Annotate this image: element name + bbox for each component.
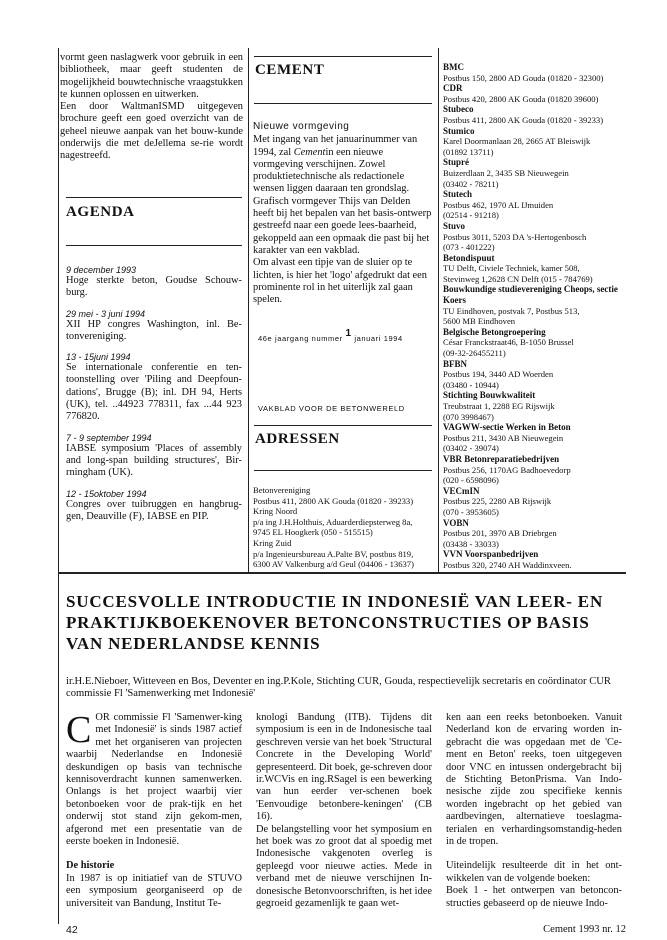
directory-entry: [443, 486, 621, 518]
directory-entry-name: Bouwkundige studievereniging Cheops, sectie Koers: [443, 284, 618, 306]
directory-entry: [443, 327, 621, 359]
column-rule-left: [58, 48, 59, 924]
cement-p1-a: Met ingang van het januarinummer van 1994, zal: [253, 134, 418, 158]
page-number: 42: [66, 924, 78, 936]
article-title: SUCCESVOLLE INTRODUCTIE IN INDONESIË VAN LEER- EN PRAKTIJKBOEKENOVER BETONCONSTRUCTIES OP BASIS VAN NEDERLANDSE KENNIS: [66, 592, 604, 653]
directory-entry-line: (02514 - 91218): [443, 210, 499, 221]
directory-entry-line: Stevinweg 1,2628 CN Delft (015 - 784769): [443, 273, 593, 284]
directory-entry-line: (09-32-26455211): [443, 348, 506, 359]
agenda-bottom-rule: [66, 245, 242, 246]
agenda-text: Congres over tuibruggen en hangbrug-gen, Deauville (F), IABSE en PIP.: [66, 498, 242, 522]
directory-entry-line: Postbus 194, 3440 AD Woerden: [443, 369, 554, 380]
article-separator: [58, 572, 626, 574]
directory-entry-name: Betondispuut: [443, 252, 495, 263]
directory-entry-line: (03438 - 33033): [443, 538, 499, 549]
directory-entry: [443, 284, 621, 326]
directory-entry-line: Postbus 320, 2740 AH Waddinxveen.: [443, 559, 572, 570]
article-col2-p2: De belangstelling voor het symposium en het boek was zo groot dat al spoedig met Indonesische vakgenoten overleg is gepleegd voor nieuwe acties. Mede in verband met de nieuwe verschijnen In-donesische Betonvoorschriften, is het idee gegroeid gezamenlijk te gaan wet-: [256, 823, 432, 910]
directory-entry: [443, 359, 621, 391]
article-col3-p1: ken aan een reeks betonboeken. Vanuit Nederland kon de ervaring worden in-gebracht die was opgedaan met de 'Ce-ment en Beton' reeks, toen uitgegeven door VNC en intussen ondergebracht bij de Stichting BetonPrisma. Van Indo-nesische zijde zou specifieke kennis worden ingebracht op het gebied van aardbevingen, alternatieve toeslagma-terialen en verhardingsomstandig-heden in de tropen.: [446, 712, 622, 848]
agenda-list: [66, 256, 242, 523]
directory-entry-name: Stuvo: [443, 220, 466, 231]
address-line: p/a ing J.H.Holthuis, Aduarderdiepsterweg 8a,: [253, 516, 413, 527]
drop-cap: C: [66, 709, 92, 751]
cement-heading: CEMENT: [255, 62, 325, 78]
directory-entry-line: (070 3998467): [443, 411, 494, 422]
directory-entry-line: (073 - 401222): [443, 242, 495, 253]
cement-subheading: Nieuwe vormgeving: [253, 121, 350, 132]
directory-entry-name: Stutech: [443, 189, 472, 200]
directory-entry: [443, 62, 621, 83]
cement-paragraph-2: Om alvast een tipje van de sluier op te lichten, is hier het 'logo' afgedrukt dat een prominente rol in het uiterlijk zal gaan spelen.: [253, 257, 427, 306]
column-rule-1: [248, 48, 249, 572]
agenda-top-rule: [66, 197, 242, 198]
article-col3-p3: Boek 1 - het ontwerpen van betoncon-structies gebaseerd op de nieuwe Indo-: [446, 885, 622, 909]
directory-entry-line: TU Eindhoven, postvak 7, Postbus 513,: [443, 305, 580, 316]
directory-entry-name: Stupré: [443, 157, 470, 168]
adressen-heading: ADRESSEN: [255, 431, 340, 447]
directory-entry-line: (01892 13711): [443, 146, 494, 157]
directory-entry-line: Postbus 462, 1970 AL IJmuiden: [443, 199, 554, 210]
agenda-date: 12 - 15oktober 1994: [66, 488, 147, 499]
article-col1-p2: In 1987 is op initiatief van de STUVO een symposium georganiseerd op de universiteit van Bandung, Institut Te-: [66, 872, 242, 909]
agenda-date: 13 - 15juni 1994: [66, 352, 131, 363]
adressen-bottom-rule: [254, 470, 432, 471]
directory-entry: [443, 549, 621, 570]
directory-entry-name: VECmIN: [443, 485, 480, 496]
address-line: Postbus 411, 2800 AK Gouda (01820 - 39233): [253, 495, 414, 506]
intro-paragraph-1: vormt geen naslagwerk voor gebruik in een bibliotheek, maar geeft studenten de mogelijkheid bouwtechnische vraagstukken te kunnen oplossen en uitwerken.: [60, 52, 243, 100]
directory-entry-name: VBR Betonreparatiebedrijven: [443, 453, 560, 464]
directory-entry-name: VOBN: [443, 517, 469, 528]
address-line: 9745 EL Hoogkerk (050 - 515515): [253, 527, 373, 538]
logo-issue-number: 1: [345, 328, 352, 339]
article-subhead: De historie: [66, 860, 115, 872]
directory-entry-line: (070 - 3953605): [443, 506, 499, 517]
address-line: Kring Noord: [253, 506, 298, 517]
agenda-item: [66, 309, 242, 344]
directory-entry-name: BMC: [443, 62, 464, 72]
intro-paragraph-2: Een door WaltmanISMD uitgegeven brochure geeft een goed overzicht van de geheel nieuwe aanpak van het bouw-kunde onderwijs die met deJellema se-rie wordt nagestreefd.: [60, 101, 243, 162]
article-col3-p2: Uiteindelijk resulteerde dit in het ont-wikkelen van de volgende boeken:: [446, 860, 622, 884]
agenda-date: 29 mei - 3 juni 1994: [66, 308, 146, 319]
agenda-text: Se internationale conferentie en ten-toonstelling over 'Piling and Deepfoun-dations', Brugge (B); inl. DH 94, Herts (UK), tel. ..44923 778311, fax ...44 923 776820.: [66, 362, 242, 423]
adressen-top-rule: [254, 425, 432, 426]
directory-entry: [443, 83, 621, 104]
column-rule-2: [438, 48, 439, 572]
directory-entry-name: Stumico: [443, 125, 475, 136]
directory-entry-line: Postbus 211, 3430 AB Nieuwegein: [443, 432, 564, 443]
directory-entry-name: Stubeco: [443, 104, 474, 115]
directory-entry: [443, 157, 621, 189]
directory-entry: [443, 253, 621, 285]
directory-entry-line: Postbus 150, 2800 AD Gouda (01820 - 32300): [443, 72, 604, 83]
directory-entry-name: VAGWW-sectie Werken in Beton: [443, 422, 571, 433]
agenda-text: XII HP congres Washington, inl. Be-tonvereniging.: [66, 318, 242, 342]
directory-entry: [443, 126, 621, 158]
directory-entry-line: (020 - 6598096): [443, 475, 499, 486]
agenda-item: [66, 489, 242, 524]
directory-entry-line: Postbus 411, 2800 AK Gouda (01820 - 39233): [443, 114, 604, 125]
address-line: Kring Zuid: [253, 537, 292, 548]
directory-entry-line: Postbus 225, 2280 AB Rijswijk: [443, 496, 552, 507]
directory-entry: [443, 422, 621, 454]
article-authors: ir.H.E.Nieboer, Witteveen en Bos, Deventer en ing.P.Kole, Stichting CUR, Gouda, respectievelijk secretaris en coördinator CUR commissie Fl 'Samenwerking met Indonesië': [66, 676, 611, 700]
cement-p1-b: in een nieuwe vormgeving verschijnen. Zowel produktietechnische als redactionele wensen liggen daaraan ten grondslag. Grafisch vormgever Thijs van Delden heeft bij het bepalen van het basis-ontwerp gestreefd naar een goede lees-baarheid, gekoppeld aan een opmaak die past bij het karakter van een vakblad.: [253, 146, 432, 256]
adressen-list: [253, 485, 433, 570]
article-column-2: [256, 712, 432, 911]
directory-entry-line: (03402 - 78211): [443, 178, 499, 189]
directory-entry-line: César Franckstraat46, B-1050 Brussel: [443, 337, 574, 348]
directory-entry-line: Postbus 201, 3970 AB Driebrgen: [443, 528, 557, 539]
directory-list: [443, 62, 621, 571]
directory-entry: [443, 454, 621, 486]
address-line: Betonvereniging: [253, 485, 311, 495]
directory-entry-line: Postbus 256, 1170AG Badhoevedorp: [443, 464, 571, 475]
article-column-3: [446, 712, 622, 910]
directory-entry: [443, 390, 621, 422]
cement-p1-italic: Cement: [293, 146, 326, 158]
directory-entry-name: BFBN: [443, 358, 468, 369]
directory-entry: [443, 104, 621, 125]
directory-entry-line: Treubstraat 1, 2288 EG Rijswijk: [443, 401, 555, 411]
directory-entry: [443, 221, 621, 253]
directory-entry-line: TU Delft, Civiele Techniek, kamer 508,: [443, 263, 580, 274]
directory-entry-line: 5600 MB Eindhoven: [443, 316, 516, 327]
cement-body: [253, 121, 433, 306]
address-line: p/a Ingenieursbureau A.Palte BV, postbus 819,: [253, 548, 414, 559]
journal-footer: Cement 1993 nr. 12: [543, 924, 626, 935]
logo-top-line: 46e jaargang nummer $^1$ januari 1994: [258, 328, 403, 343]
directory-entry-name: Stichting Bouwkwaliteit: [443, 390, 536, 401]
agenda-item: [66, 265, 242, 300]
directory-entry-name: Belgische Betongroepering: [443, 326, 546, 337]
agenda-text: IABSE symposium 'Places of assembly and long-span building structures', Bir-rningham (UK).: [66, 442, 242, 479]
logo-bottom-line: VAKBLAD VOOR DE BETONWERELD: [258, 404, 405, 413]
article-column-1: [66, 709, 242, 910]
cement-paragraph-1: [253, 134, 433, 257]
directory-entry-line: Karel Doormanlaan 28, 2665 AT Bleiswijk: [443, 136, 591, 147]
agenda-date: 7 - 9 september 1994: [66, 432, 152, 443]
directory-entry-name: CDR: [443, 83, 463, 94]
agenda-text: Hoge sterkte beton, Goudse Schouw-burg.: [66, 275, 242, 299]
directory-entry: [443, 189, 621, 221]
article-col2-p1: knologi Bandung (ITB). Tijdens dit symposium is een in de Indonesische taal geschreven versie van het boek 'Structural Concrete in the Developing World' gepresenteerd. Dit boek, ge-schreven door ir.WCVis en ing.RSagel is een bewerking van hun eerder ver-schenen boek 'Eenvoudige betonbere-keningen' (CB 16).: [256, 712, 432, 823]
agenda-item: [66, 433, 242, 480]
directory-entry-line: Postbus 3011, 5203 DA 's-Hertogenbosch: [443, 231, 587, 242]
cement-bottom-rule: [254, 103, 432, 104]
directory-entry-name: VVN Voorspanbedrijven: [443, 549, 539, 560]
cement-logo: [258, 328, 430, 418]
directory-entry-line: (03402 - 39074): [443, 443, 499, 454]
agenda-heading: AGENDA: [66, 204, 135, 220]
agenda-item: [66, 352, 242, 423]
intro-column: [60, 52, 243, 163]
directory-entry-line: Postbus 420, 2800 AK Gouda (01820 39600): [443, 93, 599, 104]
address-line: 6300 AV Valkenburg a/d Geul (04406 - 13637): [253, 559, 414, 570]
agenda-date: 9 december 1993: [66, 265, 137, 275]
directory-entry: [443, 518, 621, 550]
article-col1-p1: OR commissie Fl 'Samenwer-king met Indonesië' is sinds 1987 actief met het organiseren van projecten waarbij Nederlandse en Indonesië deskundigen op basis van technische kennisoverdracht kunnen samenwerken. Onlangs is het project waarbij vier betonboeken voor de prak-tijk en het onderwij stot stand zijn gekom-men, afgerond met een presentatie van de eerste boeken in Indonesië.: [66, 712, 242, 848]
directory-entry-line: Buizerdlaan 2, 3435 SB Nieuwegein: [443, 167, 569, 178]
cement-top-rule: [254, 56, 432, 57]
directory-entry-line: (03480 - 10944): [443, 379, 499, 390]
